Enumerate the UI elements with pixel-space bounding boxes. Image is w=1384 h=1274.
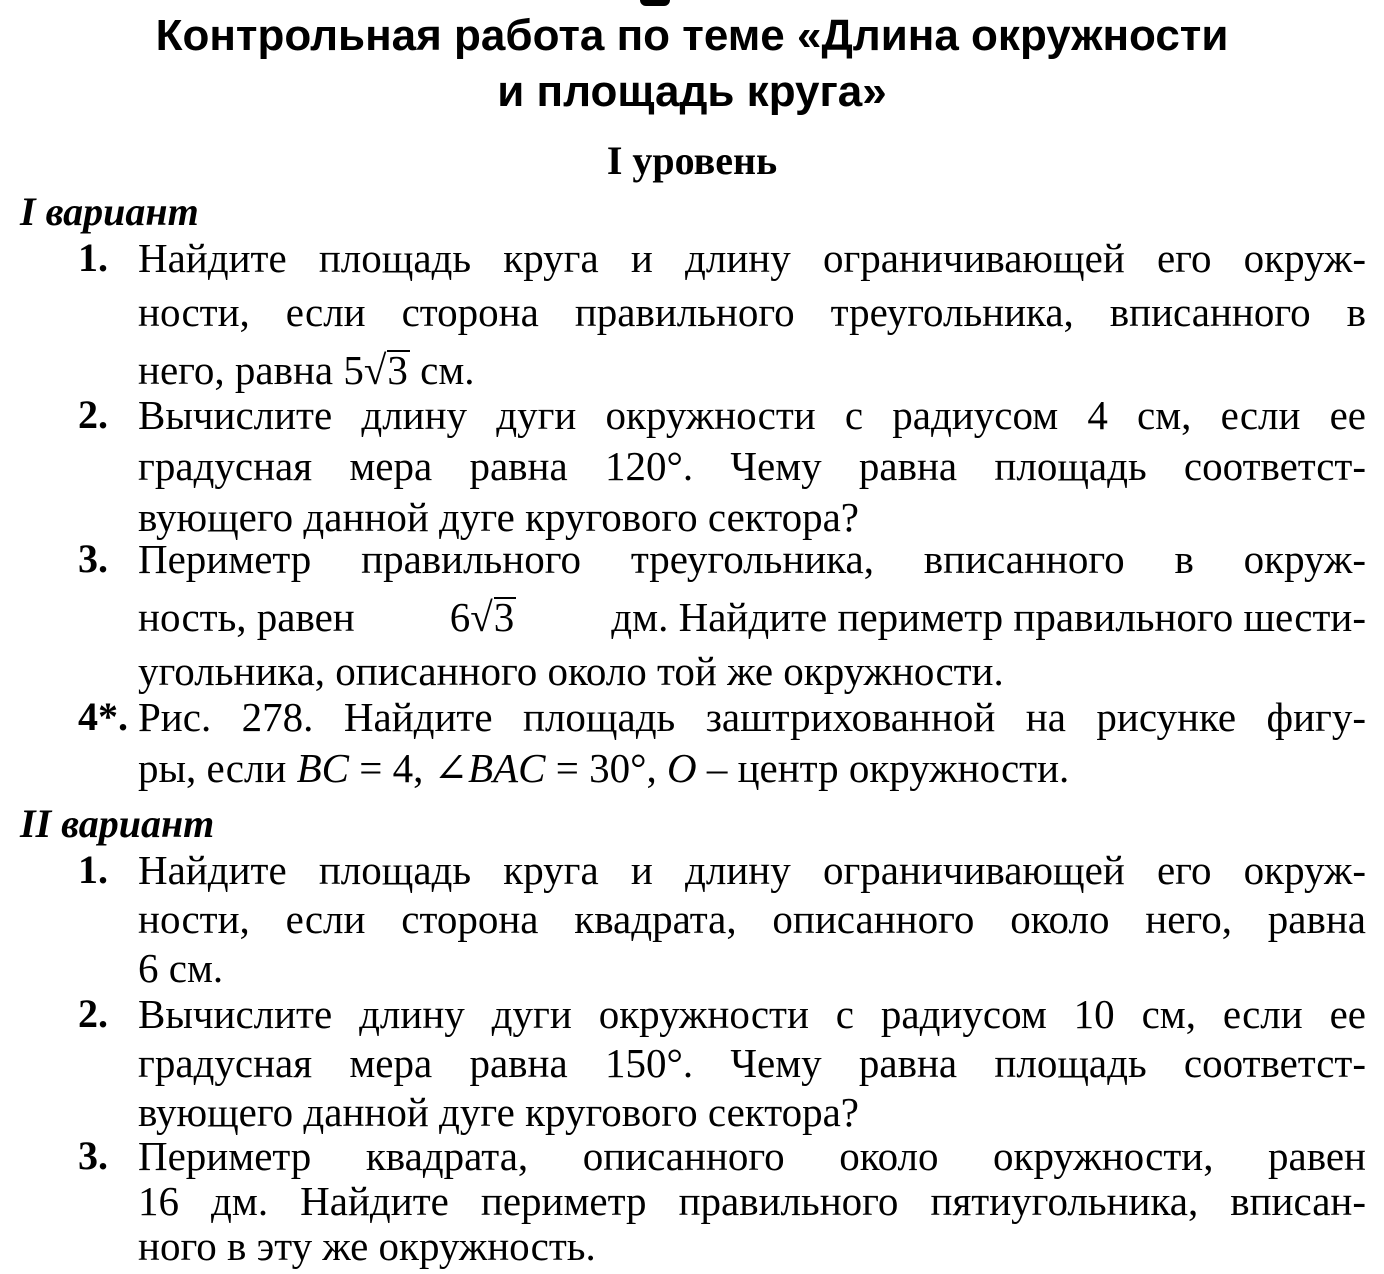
task-line — [138, 590, 1366, 644]
task-text: ры, если — [138, 745, 297, 791]
sqrt-radicand: 3 — [387, 347, 408, 393]
variant-1-heading: I вариант — [20, 189, 199, 234]
level-heading: I уровень — [606, 138, 778, 183]
task-line: Найдите площадь круга и длину ограничивающей его окруж- — [138, 847, 1366, 893]
cropped-heading-fragment — [640, 0, 670, 6]
task-line: 6 см. — [138, 945, 224, 991]
angle-label: BAC — [468, 745, 546, 791]
sqrt-coefficient: 6 — [449, 594, 471, 640]
task-text: см. — [420, 347, 475, 393]
task-number: 3. — [78, 536, 108, 581]
task-line: Найдите площадь круга и длину ограничивающей его окруж- — [138, 235, 1366, 281]
task-line: Периметр правильного треугольника, вписанного в окруж- — [138, 536, 1366, 582]
title-line-2: и площадь круга» — [497, 67, 887, 116]
task-line: градусная мера равна 120°. Чему равна площадь соответст- — [138, 443, 1366, 489]
point-label: O — [666, 745, 697, 791]
page-title — [0, 8, 1384, 120]
task-text: = 4, ∠ — [349, 745, 469, 791]
task-number: 3. — [78, 1133, 108, 1178]
task-line: Вычислите длину дуги окружности с радиусом 4 см, если ее — [138, 392, 1366, 438]
task-text: = 30°, — [545, 745, 667, 791]
task-text: – центр окружности. — [696, 745, 1070, 791]
sqrt-sign: √ — [470, 594, 493, 640]
task-line: 16 дм. Найдите периметр правильного пятиугольника, вписан- — [138, 1178, 1366, 1224]
task-line — [138, 741, 1366, 795]
variant-2-heading: II вариант — [20, 801, 215, 846]
task-line: ного в эту же окружность. — [138, 1223, 596, 1269]
task-line: ности, если сторона правильного треугольника, вписанного в — [138, 289, 1366, 335]
task-text: него, равна — [138, 347, 334, 393]
task-number: 2. — [78, 991, 108, 1036]
task-line: вующего данной дуге кругового сектора? — [138, 1089, 859, 1135]
task-line: ности, если сторона квадрата, описанного около него, равна — [138, 896, 1366, 942]
task-line: Периметр квадрата, описанного около окружности, равен — [138, 1133, 1366, 1179]
task-number: 1. — [78, 847, 108, 892]
task-line: Вычислите длину дуги окружности с радиусом 10 см, если ее — [138, 991, 1366, 1037]
task-number: 1. — [78, 235, 108, 280]
task-line: вующего данной дуге кругового сектора? — [138, 494, 859, 540]
task-line: градусная мера равна 150°. Чему равна площадь соответст- — [138, 1040, 1366, 1086]
task-line: Рис. 278. Найдите площадь заштрихованной на рисунке фигу- — [138, 694, 1366, 740]
sqrt-sign: √ — [363, 347, 387, 393]
task-text: дм. Найдите периметр правильного шести- — [611, 594, 1366, 640]
title-line-1: Контрольная работа по теме «Длина окружности — [155, 11, 1229, 60]
sqrt-radicand: 3 — [493, 594, 515, 640]
task-text: ность, равен — [138, 594, 355, 640]
sqrt-expression — [450, 590, 517, 644]
task-number: 4*. — [78, 694, 128, 739]
task-line: угольника, описанного около той же окружности. — [138, 648, 1004, 694]
sqrt-coefficient: 5 — [343, 347, 364, 393]
segment-label: BC — [296, 745, 350, 791]
task-number: 2. — [78, 392, 108, 437]
